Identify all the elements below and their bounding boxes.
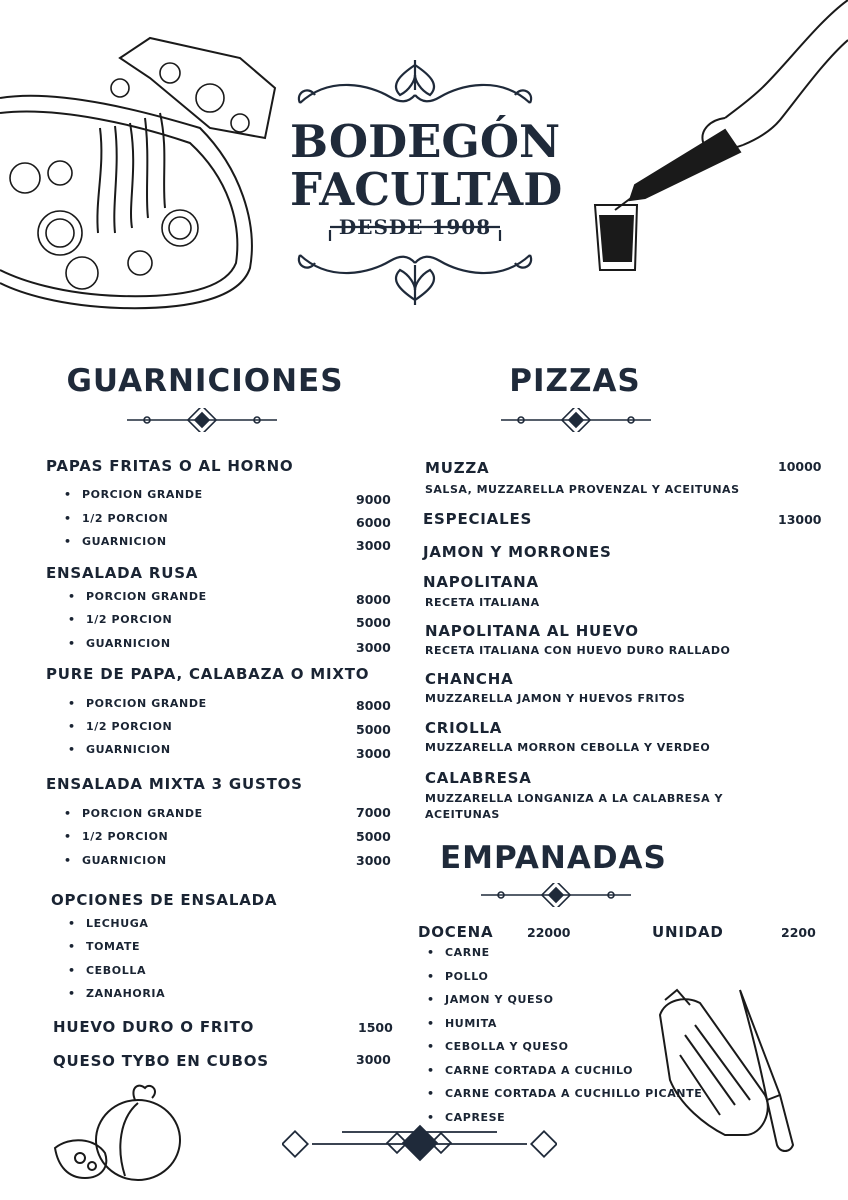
option-label: • 1/2 PORCION xyxy=(68,720,172,733)
unidad-price: 2200 xyxy=(781,925,816,940)
divider-ornament-icon xyxy=(476,883,636,907)
pizza-name: CHANCHA xyxy=(425,670,514,688)
option-price: 5000 xyxy=(356,722,391,737)
empanada-flavor: • JAMON Y QUESO xyxy=(427,993,554,1006)
papas-name: PAPAS FRITAS O AL HORNO xyxy=(46,457,294,475)
pizza-illustration-icon xyxy=(0,18,285,313)
empanadas-title: EMPANADAS xyxy=(440,840,667,876)
brand-logo xyxy=(290,55,563,315)
option-price: 3000 xyxy=(356,640,391,655)
option-label: • PORCION GRANDE xyxy=(64,807,203,820)
huevo-name: HUEVO DURO O FRITO xyxy=(53,1018,255,1036)
option-label: • 1/2 PORCION xyxy=(68,613,172,626)
mixta-name: ENSALADA MIXTA 3 GUSTOS xyxy=(46,775,303,793)
divider-ornament-icon xyxy=(122,408,282,432)
empanada-flavor: • HUMITA xyxy=(427,1017,497,1030)
empanada-flavor: • CAPRESE xyxy=(427,1111,505,1124)
option-label: • PORCION GRANDE xyxy=(68,697,207,710)
pizza-desc: MUZZARELLA MORRON CEBOLLA Y VERDEO xyxy=(425,741,711,754)
option-label: • PORCION GRANDE xyxy=(64,488,203,501)
queso-price: 3000 xyxy=(356,1052,391,1067)
pizza-desc: MUZZARELLA LONGANIZA A LA CALABRESA Y ACEITUNAS xyxy=(425,792,723,821)
pizza-name: JAMON Y MORRONES xyxy=(423,543,612,561)
option-label: • 1/2 PORCION xyxy=(64,830,168,843)
docena-label: DOCENA xyxy=(418,923,494,941)
pizza-desc: RECETA ITALIANA xyxy=(425,596,540,609)
pizza-name: NAPOLITANA AL HUEVO xyxy=(425,622,639,640)
beer-illustration-icon xyxy=(575,0,848,280)
pizza-name: CRIOLLA xyxy=(425,719,503,737)
pizza-desc: MUZZARELLA JAMON Y HUEVOS FRITOS xyxy=(425,692,686,705)
option-price: 3000 xyxy=(356,853,391,868)
empanada-flavor: • POLLO xyxy=(427,970,488,983)
pizza-name: NAPOLITANA xyxy=(423,573,539,591)
divider-ornament-icon xyxy=(496,408,656,432)
cutting-board-icon xyxy=(655,985,805,1155)
tomato-icon xyxy=(50,1078,190,1188)
option-label: • GUARNICION xyxy=(64,854,167,867)
footer-ornament-icon xyxy=(282,1122,557,1166)
option-label: • PORCION GRANDE xyxy=(68,590,207,603)
pizza-price: 10000 xyxy=(778,459,822,474)
option-price: 5000 xyxy=(356,829,391,844)
opciones-name: OPCIONES DE ENSALADA xyxy=(51,891,278,909)
brand-line1: BODEGÓN xyxy=(290,115,561,168)
pizzas-title: PIZZAS xyxy=(509,363,641,399)
pizza-price: 13000 xyxy=(778,512,822,527)
salad-option: • TOMATE xyxy=(68,940,140,953)
pizza-name: CALABRESA xyxy=(425,769,532,787)
salad-option: • ZANAHORIA xyxy=(68,987,165,1000)
empanada-flavor: • CARNE CORTADA A CUCHILO xyxy=(427,1064,633,1077)
option-price: 7000 xyxy=(356,805,391,820)
option-price: 3000 xyxy=(356,538,391,553)
pizza-desc: SALSA, MUZZARELLA PROVENZAL Y ACEITUNAS xyxy=(425,483,740,496)
option-price: 5000 xyxy=(356,615,391,630)
option-label: • 1/2 PORCION xyxy=(64,512,168,525)
empanada-flavor: • CARNE CORTADA A CUCHILLO PICANTE xyxy=(427,1087,702,1100)
queso-name: QUESO TYBO EN CUBOS xyxy=(53,1052,269,1070)
empanada-flavor: • CEBOLLA Y QUESO xyxy=(427,1040,569,1053)
empanada-flavor: • CARNE xyxy=(427,946,490,959)
docena-price: 22000 xyxy=(527,925,571,940)
brand-since: DESDE 1908 xyxy=(338,215,492,239)
option-price: 9000 xyxy=(356,492,391,507)
brand-line2: FACULTAD xyxy=(290,163,563,216)
option-price: 3000 xyxy=(356,746,391,761)
option-label: • GUARNICION xyxy=(68,743,171,756)
option-price: 6000 xyxy=(356,515,391,530)
option-price: 8000 xyxy=(356,592,391,607)
guarniciones-title: GUARNICIONES xyxy=(66,363,344,399)
salad-option: • LECHUGA xyxy=(68,917,148,930)
option-price: 8000 xyxy=(356,698,391,713)
pizza-name: ESPECIALES xyxy=(423,510,533,528)
huevo-price: 1500 xyxy=(358,1020,393,1035)
pizza-name: MUZZA xyxy=(425,459,490,477)
option-label: • GUARNICION xyxy=(68,637,171,650)
salad-option: • CEBOLLA xyxy=(68,964,146,977)
option-label: • GUARNICION xyxy=(64,535,167,548)
rusa-name: ENSALADA RUSA xyxy=(46,564,199,582)
pizza-desc: RECETA ITALIANA CON HUEVO DURO RALLADO xyxy=(425,644,731,657)
unidad-label: UNIDAD xyxy=(652,923,724,941)
pure-name: PURE DE PAPA, CALABAZA O MIXTO xyxy=(46,665,370,683)
